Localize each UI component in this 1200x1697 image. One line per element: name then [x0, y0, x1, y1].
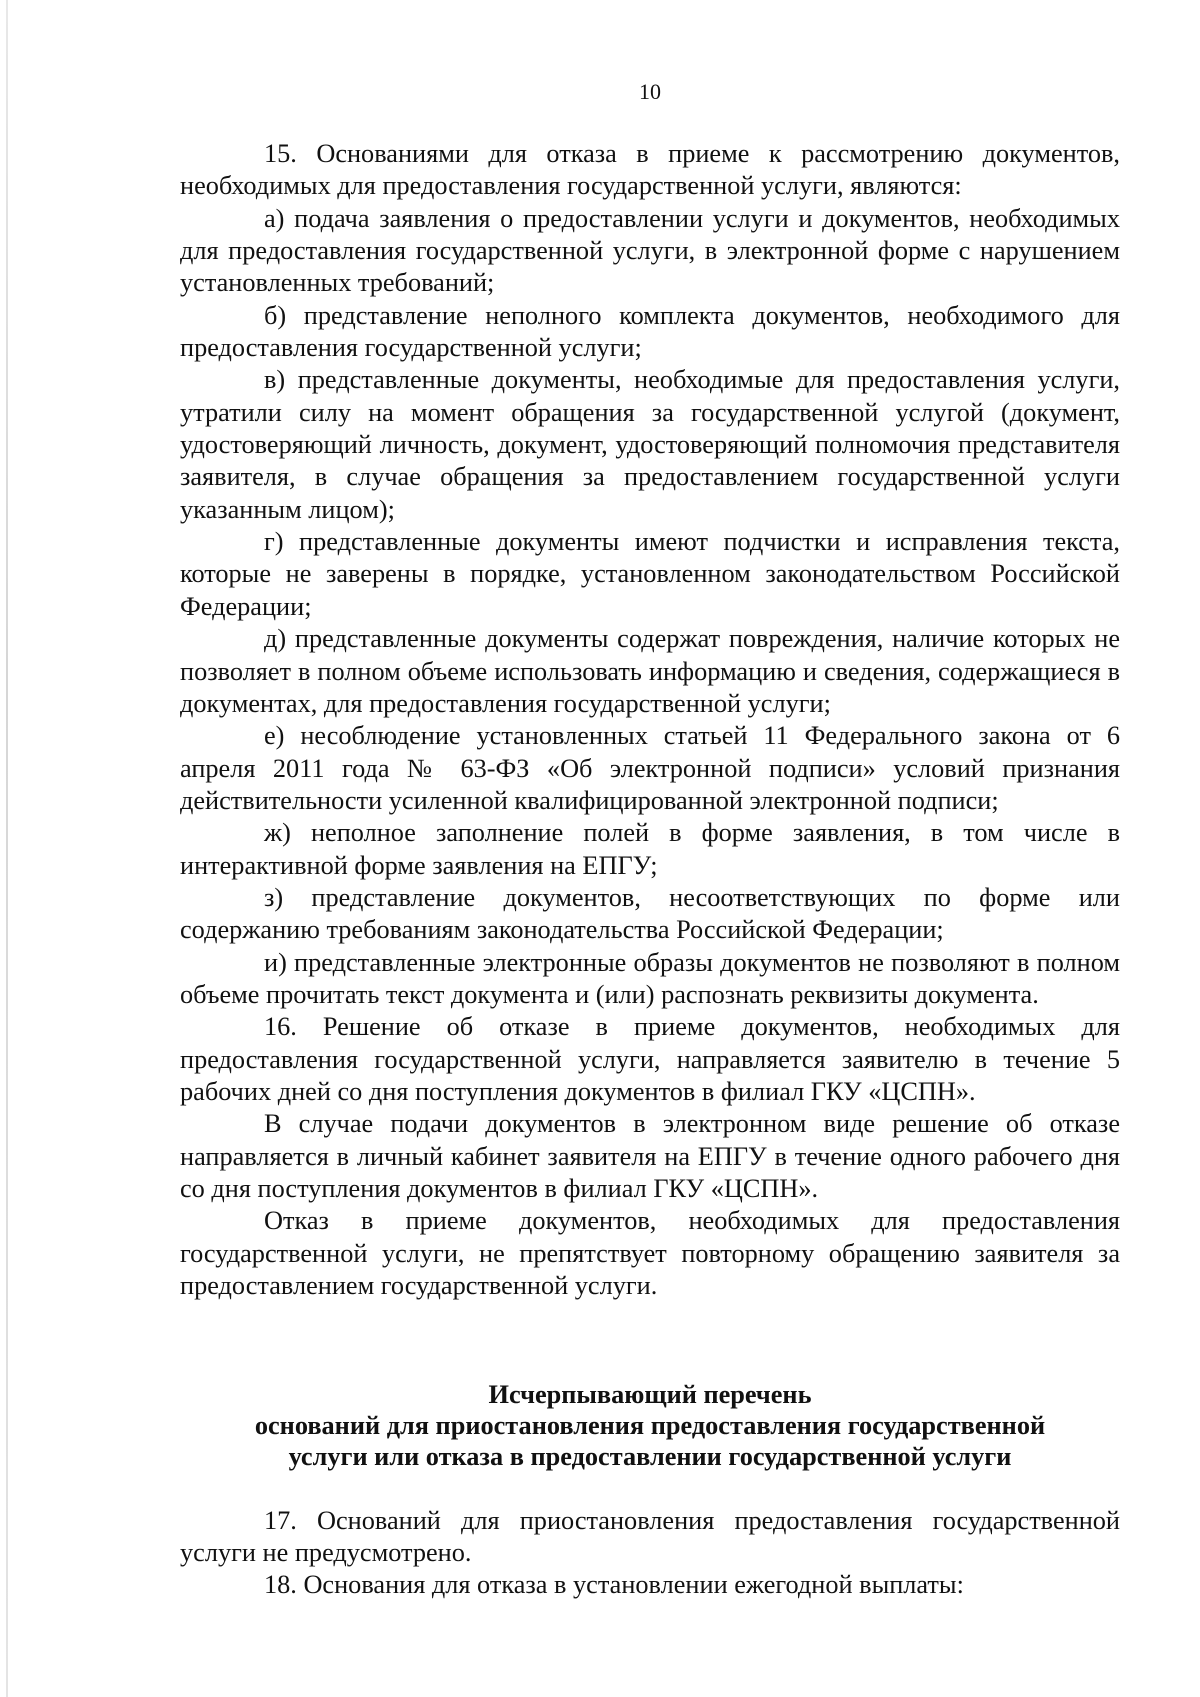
paragraph-18: 18. Основания для отказа в установлении ежегодной выплаты:: [264, 1570, 964, 1599]
list-item-zh: ж) неполное заполнение полей в форме заявления, в том числе в интерактивной форме заявления на ЕПГУ;: [180, 818, 1120, 880]
paragraph-16: 16. Решение об отказе в приеме документов, необходимых для предоставления государственной услуги, направляется заявителю в течение 5 рабочих дней со дня поступления документов в филиал ГКУ «ЦСПН».: [180, 1012, 1120, 1106]
document-body: [180, 138, 1120, 1302]
heading-line-2: оснований для приостановления предоставления государственной: [254, 1411, 1046, 1440]
paragraph-repeat-request: Отказ в приеме документов, необходимых для предоставления государственной услуги, не препятствует повторному обращению заявителя за предоставлением государственной услуги.: [180, 1206, 1120, 1301]
list-item-e: е) несоблюдение установленных статьей 11 Федерального закона от 6 апреля 2011 года № 63-ФЗ «Об электронной подписи» условий признания действительности усиленной квалифицированной электронной подписи;: [180, 721, 1120, 815]
list-item-i: и) представленные электронные образы документов не позволяют в полном объеме прочитать текст документа и (или) распознать реквизиты документа.: [180, 947, 1120, 1009]
paragraph-15: 15. Основаниями для отказа в приеме к рассмотрению документов, необходимых для предоставления государственной услуги, являются:: [180, 139, 1120, 201]
scan-edge-shadow: [6, 0, 8, 1697]
section-heading: [180, 1379, 1120, 1472]
paragraph-17: 17. Оснований для приостановления предоставления государственной услуги не предусмотрено.: [180, 1506, 1120, 1567]
page-number: 10: [639, 79, 661, 104]
list-item-g: г) представленные документы имеют подчистки и исправления текста, которые не заверены в порядке, установленном законодательством Российской Федерации;: [180, 527, 1120, 621]
heading-line-3: услуги или отказа в предоставлении государственной услуги: [288, 1442, 1012, 1471]
list-item-a: а) подача заявления о предоставлении услуги и документов, необходимых для предоставления государственной услуги, в электронной форме с нарушением установленных требований;: [180, 203, 1120, 298]
list-item-v: в) представленные документы, необходимые для предоставления услуги, утратили силу на момент обращения за государственной услугой (документ, удостоверяющий личность, документ, удостоверяющий полномочия представителя заявителя, в случае обращения за предоставлением государственной услуги указанным лицом);: [180, 365, 1120, 524]
list-item-b: б) представление неполного комплекта документов, необходимого для предоставления государственной услуги;: [180, 300, 1120, 363]
closing-text: [180, 1505, 1120, 1601]
heading-line-1: Исчерпывающий перечень: [488, 1380, 812, 1409]
list-item-z: з) представление документов, несоответствующих по форме или содержанию требованиям законодательства Российской Федерации;: [180, 882, 1120, 945]
paragraph-electronic-refusal: В случае подачи документов в электронном виде решение об отказе направляется в личный кабинет заявителя на ЕПГУ в течение одного рабочего дня со дня поступления документов в филиал ГКУ «ЦСПН».: [180, 1109, 1120, 1203]
list-item-d: д) представленные документы содержат повреждения, наличие которых не позволяет в полном объеме использовать информацию и сведения, содержащиеся в документах, для предоставления государственной услуги;: [180, 624, 1120, 718]
